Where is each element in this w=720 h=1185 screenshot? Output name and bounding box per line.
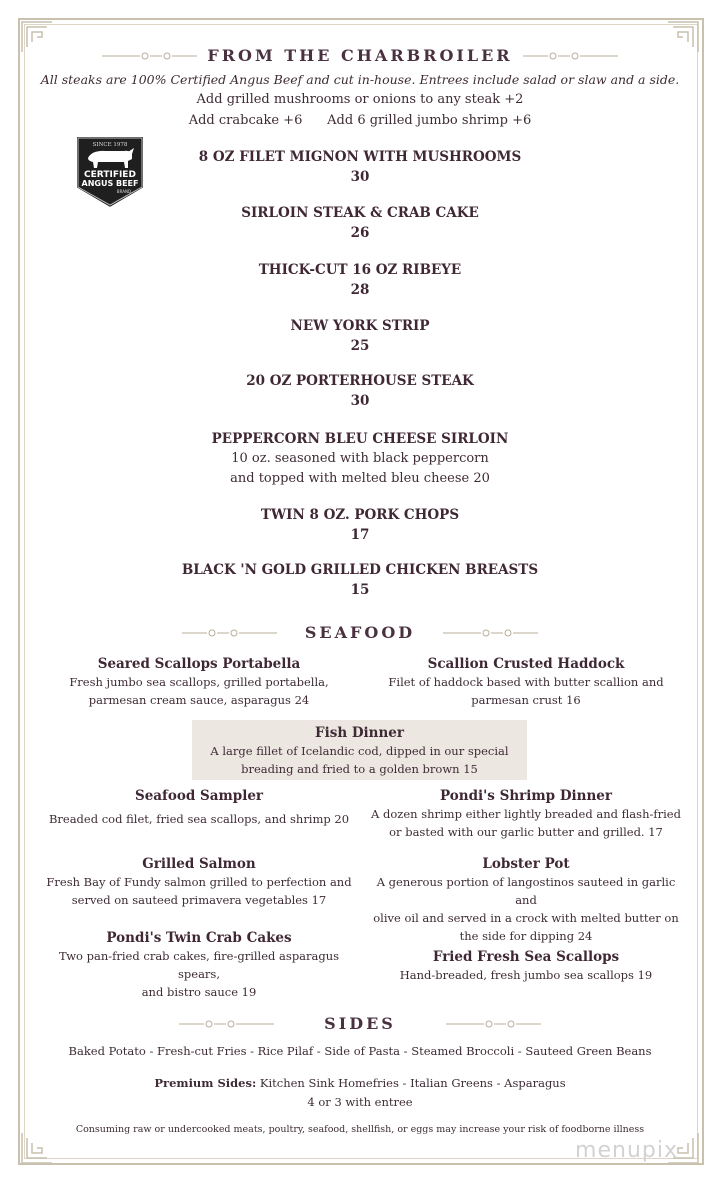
menu-item xyxy=(0,316,720,356)
item-description: and bistro sauce 19 xyxy=(141,985,257,999)
premium-sides xyxy=(0,1073,720,1093)
menu-item xyxy=(40,929,358,1001)
item-name: Lobster Pot xyxy=(482,856,570,872)
item-description: parmesan crust 16 xyxy=(471,693,581,707)
item-name: Fried Fresh Sea Scallops xyxy=(432,949,620,965)
item-description: Fresh Bay of Fundy salmon grilled to perfection and xyxy=(46,875,352,889)
logo-since-text: SINCE 1978 xyxy=(92,142,128,148)
item-price: 17 xyxy=(350,527,370,543)
addon-shrimp: Add 6 grilled jumbo shrimp +6 xyxy=(327,113,532,128)
logo-angus-text: ANGUS BEEF xyxy=(81,179,139,188)
section-title-charbroiler: FROM THE CHARBROILER xyxy=(207,46,513,65)
item-description: A generous portion of langostinos sauteed in garlic and xyxy=(376,875,676,907)
item-name: Seared Scallops Portabella xyxy=(97,656,301,672)
logo-certified-text: CERTIFIED xyxy=(84,170,136,180)
premium-sides-label: Premium Sides: xyxy=(154,1076,257,1090)
item-name: Scallion Crusted Haddock xyxy=(427,656,625,672)
menu-item xyxy=(40,855,358,909)
item-description: olive oil and served in a crock with melted butter on xyxy=(373,911,679,925)
addon-crabcake: Add crabcake +6 xyxy=(188,113,303,128)
menu-item xyxy=(0,505,720,545)
item-price: 30 xyxy=(350,393,370,409)
item-price: 30 xyxy=(350,169,370,185)
item-description: parmesan cream sauce, asparagus 24 xyxy=(88,693,310,707)
divider-ornament-icon xyxy=(446,1019,541,1029)
item-name: NEW YORK STRIP xyxy=(290,318,430,334)
item-description: Filet of haddock based with butter scallion and xyxy=(388,675,664,689)
item-description: or basted with our garlic butter and grilled. 17 xyxy=(389,825,663,839)
charbroiler-header xyxy=(0,46,720,65)
item-price: 25 xyxy=(350,338,370,354)
item-description: breading and fried to a golden brown 15 xyxy=(241,762,478,776)
item-price: 28 xyxy=(350,282,370,298)
item-description: served on sauteed primavera vegetables 17 xyxy=(71,893,327,907)
item-price: 26 xyxy=(350,225,370,241)
item-name: SIRLOIN STEAK & CRAB CAKE xyxy=(241,205,479,221)
item-description: Two pan-fried crab cakes, fire-grilled asparagus spears, xyxy=(58,949,340,981)
item-name: Pondi's Twin Crab Cakes xyxy=(106,930,292,946)
divider-ornament-icon xyxy=(102,51,197,61)
logo-brand-text: BRAND xyxy=(116,189,132,194)
menu-item xyxy=(365,855,687,945)
item-description: the side for dipping 24 xyxy=(459,929,593,943)
item-price: 15 xyxy=(350,582,370,598)
divider-ornament-icon xyxy=(182,628,277,638)
item-description: Breaded cod filet, fried sea scallops, and shrimp 20 xyxy=(48,812,350,826)
section-title-seafood: SEAFOOD xyxy=(304,623,416,642)
menu-item xyxy=(0,147,720,187)
menu-item xyxy=(365,787,687,841)
item-name: Fish Dinner xyxy=(315,725,404,741)
item-name: 8 OZ FILET MIGNON WITH MUSHROOMS xyxy=(198,149,522,165)
watermark: menupix xyxy=(575,1138,678,1163)
item-name: Pondi's Shrimp Dinner xyxy=(439,788,612,804)
featured-item-box xyxy=(192,720,527,780)
menu-item xyxy=(40,787,358,828)
premium-sides-price: 4 or 3 with entree xyxy=(307,1095,413,1109)
item-description: A large fillet of Icelandic cod, dipped in our special xyxy=(210,744,509,758)
item-description: 10 oz. seasoned with black peppercorn xyxy=(231,451,489,466)
item-name: PEPPERCORN BLEU CHEESE SIRLOIN xyxy=(211,431,509,447)
item-description: and topped with melted bleu cheese 20 xyxy=(230,471,490,486)
divider-ornament-icon xyxy=(179,1019,274,1029)
item-name: BLACK 'N GOLD GRILLED CHICKEN BREASTS xyxy=(181,562,539,578)
menu-item xyxy=(0,560,720,600)
sides-list: Baked Potato - Fresh-cut Fries - Rice Pilaf - Side of Pasta - Steamed Broccoli - Sauteed Green Beans xyxy=(68,1044,652,1058)
item-name: Grilled Salmon xyxy=(142,856,256,872)
addon-mushrooms: Add grilled mushrooms or onions to any steak +2 xyxy=(196,92,524,107)
item-description: Hand-breaded, fresh jumbo sea scallops 19 xyxy=(399,968,653,982)
charbroiler-intro: All steaks are 100% Certified Angus Beef and cut in-house. Entrees include salad or slaw and a side. xyxy=(40,72,680,87)
item-name: TWIN 8 OZ. PORK CHOPS xyxy=(260,507,460,523)
menu-item xyxy=(0,371,720,411)
item-name: Seafood Sampler xyxy=(134,788,264,804)
item-description: A dozen shrimp either lightly breaded and flash-fried xyxy=(371,807,681,821)
item-description: Fresh jumbo sea scallops, grilled portabella, xyxy=(69,675,329,689)
item-name: THICK-CUT 16 OZ RIBEYE xyxy=(258,262,462,278)
menu-item xyxy=(0,260,720,300)
menu-item xyxy=(0,203,720,243)
divider-ornament-icon xyxy=(443,628,538,638)
premium-sides-list: Kitchen Sink Homefries - Italian Greens - Asparagus xyxy=(259,1076,566,1090)
menu-item xyxy=(365,655,687,709)
section-title-sides: SIDES xyxy=(324,1014,396,1033)
divider-ornament-icon xyxy=(523,51,618,61)
sides-header xyxy=(0,1014,720,1033)
menu-item xyxy=(365,948,687,984)
item-name: 20 OZ PORTERHOUSE STEAK xyxy=(246,373,474,389)
food-safety-disclaimer: Consuming raw or undercooked meats, poultry, seafood, shellfish, or eggs may increase your risk of foodborne illness xyxy=(75,1124,645,1135)
menu-item xyxy=(40,655,358,709)
seafood-header xyxy=(0,623,720,642)
menu-item xyxy=(0,429,720,489)
